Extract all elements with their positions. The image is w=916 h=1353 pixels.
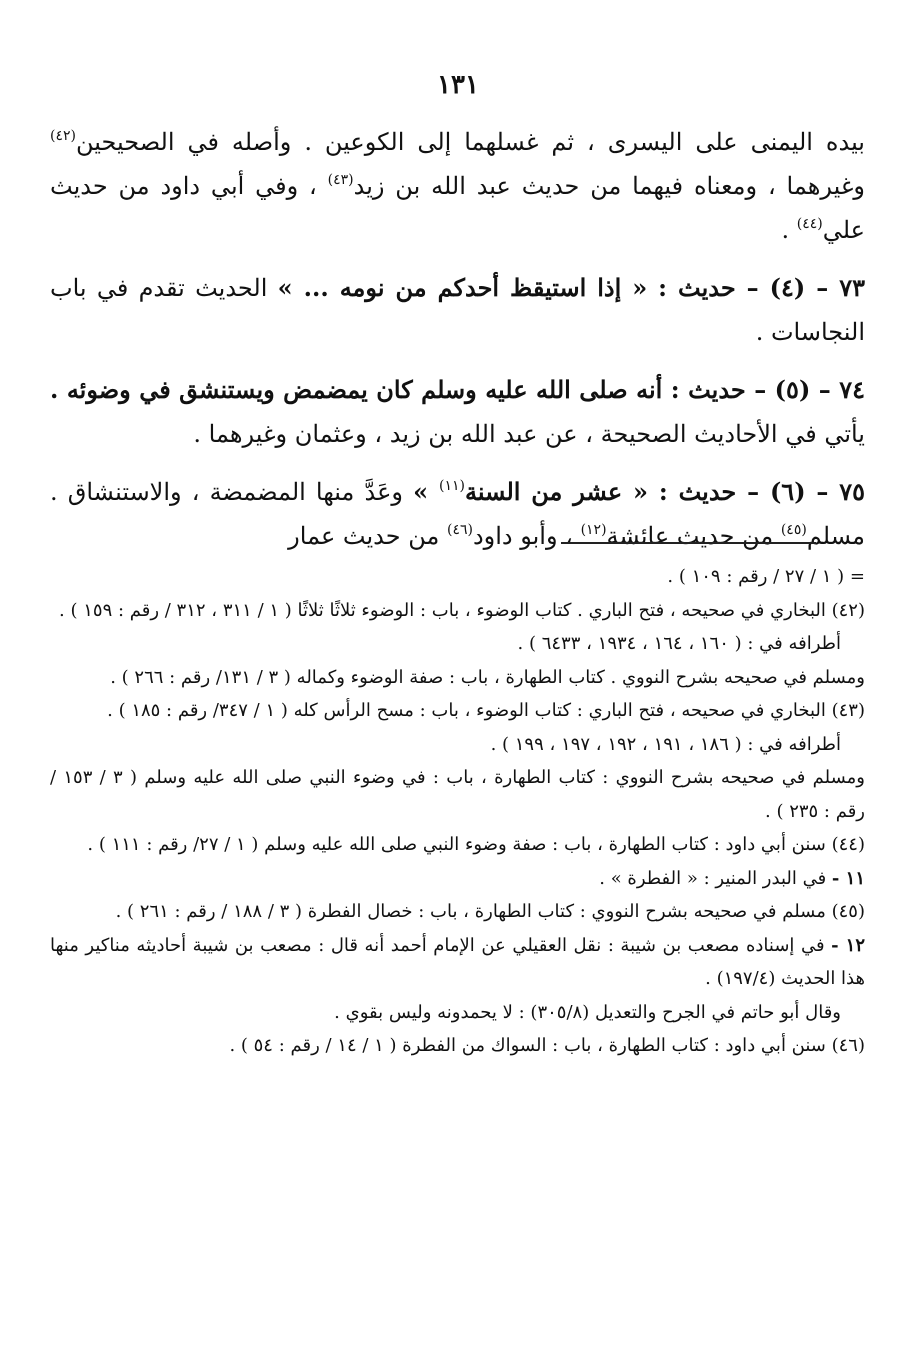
footnote-12-text: في إسناده مصعب بن شيبة : نقل العقيلي عن الإمام أحمد أنه قال : مصعب بن شيبة أحاديثه مناكير منها هذا الحديث (١٩٧/٤) .	[50, 934, 865, 989]
paragraph-1-text-a: بيده اليمنى على اليسرى ، ثم غسلهما إلى الكوعين . وأصله في الصحيحين	[75, 128, 865, 156]
hadith-74-heading: ٧٤ – (٥) – حديث : أنه صلى الله عليه وسلم كان يمضمض ويستنشق في وضوئه .	[50, 375, 865, 404]
footnote-ref-42: (٤٢)	[50, 128, 76, 144]
footnote-46: (٤٦) سنن أبي داود : كتاب الطهارة ، باب : السواك من الفطرة ( ١ / ١٤ / رقم : ٥٤ ) .	[229, 1035, 865, 1056]
footnote-ref-43: (٤٣)	[327, 172, 354, 188]
footnote-11	[50, 862, 865, 896]
footnote-ref-44: (٤٤)	[796, 216, 823, 232]
paragraph-1-text-d: .	[781, 216, 797, 244]
footnote-11-number: ١١ -	[831, 867, 865, 889]
footnote-divider	[561, 542, 816, 544]
page-number: ١٣١	[437, 70, 479, 100]
hadith-74	[50, 368, 865, 456]
footnotes	[50, 560, 865, 1063]
footnote-continuation: = ( ١ / ٢٧ / رقم : ١٠٩ ) .	[667, 566, 865, 587]
footnote-42: (٤٢) البخاري في صحيحه ، فتح الباري . كتاب الوضوء ، باب : الوضوء ثلاثًا ثلاثًا ( ١ / ٣١١ ، ٣١٢ / رقم : ١٥٩ ) .	[59, 599, 865, 621]
hadith-75-text-a: وعَدَّ منها المضمضة ، والاستنشاق . مسلم	[50, 478, 865, 550]
footnote-43: (٤٣) البخاري في صحيحه ، فتح الباري : كتاب الوضوء ، باب : مسح الرأس كله ( ١ / ٣٤٧/ رقم : ١٨٥ ) .	[107, 700, 865, 721]
footnote-ref-11: (١١)	[438, 478, 465, 494]
hadith-75-text-c: ، وأبو داود	[472, 522, 581, 550]
footnote-12	[50, 929, 865, 996]
footnote-42-atraf: أطرافه في : ( ١٦٠ ، ١٦٤ ، ١٩٣٤ ، ٦٤٣٣ ) .	[517, 633, 841, 654]
hadith-75-text-d: من حديث عمار	[288, 522, 447, 550]
footnote-ref-45: (٤٥)	[780, 522, 807, 538]
hadith-75-text-b: من حديث عائشة	[606, 522, 781, 550]
hadith-73	[50, 266, 865, 354]
hadith-75-heading: ٧٥ – (٦) – حديث : « عشر من السنة	[464, 477, 865, 506]
footnote-43-atraf: أطرافه في : ( ١٨٦ ، ١٩١ ، ١٩٢ ، ١٩٧ ، ١٩٩ ) .	[490, 733, 841, 755]
footnote-45: (٤٥) مسلم في صحيحه بشرح النووي : كتاب الطهارة ، باب : خصال الفطرة ( ٣ / ١٨٨ / رقم : ٢٦١ ) .	[115, 901, 865, 922]
paragraph-1	[50, 120, 865, 252]
footnote-11-text: في البدر المنير : « الفطرة » .	[599, 867, 832, 889]
footnote-42-muslim: ومسلم في صحيحه بشرح النووي . كتاب الطهارة ، باب : صفة الوضوء وكماله ( ٣ / ١٣١/ رقم : ٢٦٦ ) .	[110, 666, 865, 688]
footnote-12-number: ١٢ -	[831, 934, 865, 956]
paragraph-1-text-c: ، وفي أبي داود من حديث علي	[50, 172, 865, 244]
footnote-43-muslim: ومسلم في صحيحه بشرح النووي : كتاب الطهارة ، باب : في وضوء النبي صلى الله عليه وسلم ( ٣ / ١٥٣ / رقم : ٢٣٥ ) .	[50, 767, 865, 822]
hadith-75	[50, 470, 865, 558]
hadith-74-text: يأتي في الأحاديث الصحيحة ، عن عبد الله بن زيد ، وعثمان وغيرهما .	[193, 420, 865, 448]
footnote-12-abu-hatim: وقال أبو حاتم في الجرح والتعديل (٣٠٥/٨) : لا يحمدونه وليس بقوي .	[334, 1001, 841, 1023]
footnote-ref-46: (٤٦)	[446, 522, 473, 538]
footnote-44: (٤٤) سنن أبي داود : كتاب الطهارة ، باب : صفة وضوء النبي صلى الله عليه وسلم ( ١ / ٢٧/ رقم : ١١١ ) .	[87, 834, 865, 855]
hadith-75-heading-close: »	[413, 477, 439, 506]
main-text	[50, 120, 865, 572]
hadith-73-heading: ٧٣ – (٤) – حديث : « إذا استيقظ أحدكم من نومه ... »	[277, 273, 865, 302]
footnote-ref-12: (١٢)	[580, 522, 607, 538]
hadith-73-text: الحديث تقدم في باب النجاسات .	[50, 274, 865, 346]
paragraph-1-text-b: وغيرهما ، ومعناه فيهما من حديث عبد الله بن زيد	[353, 172, 865, 200]
